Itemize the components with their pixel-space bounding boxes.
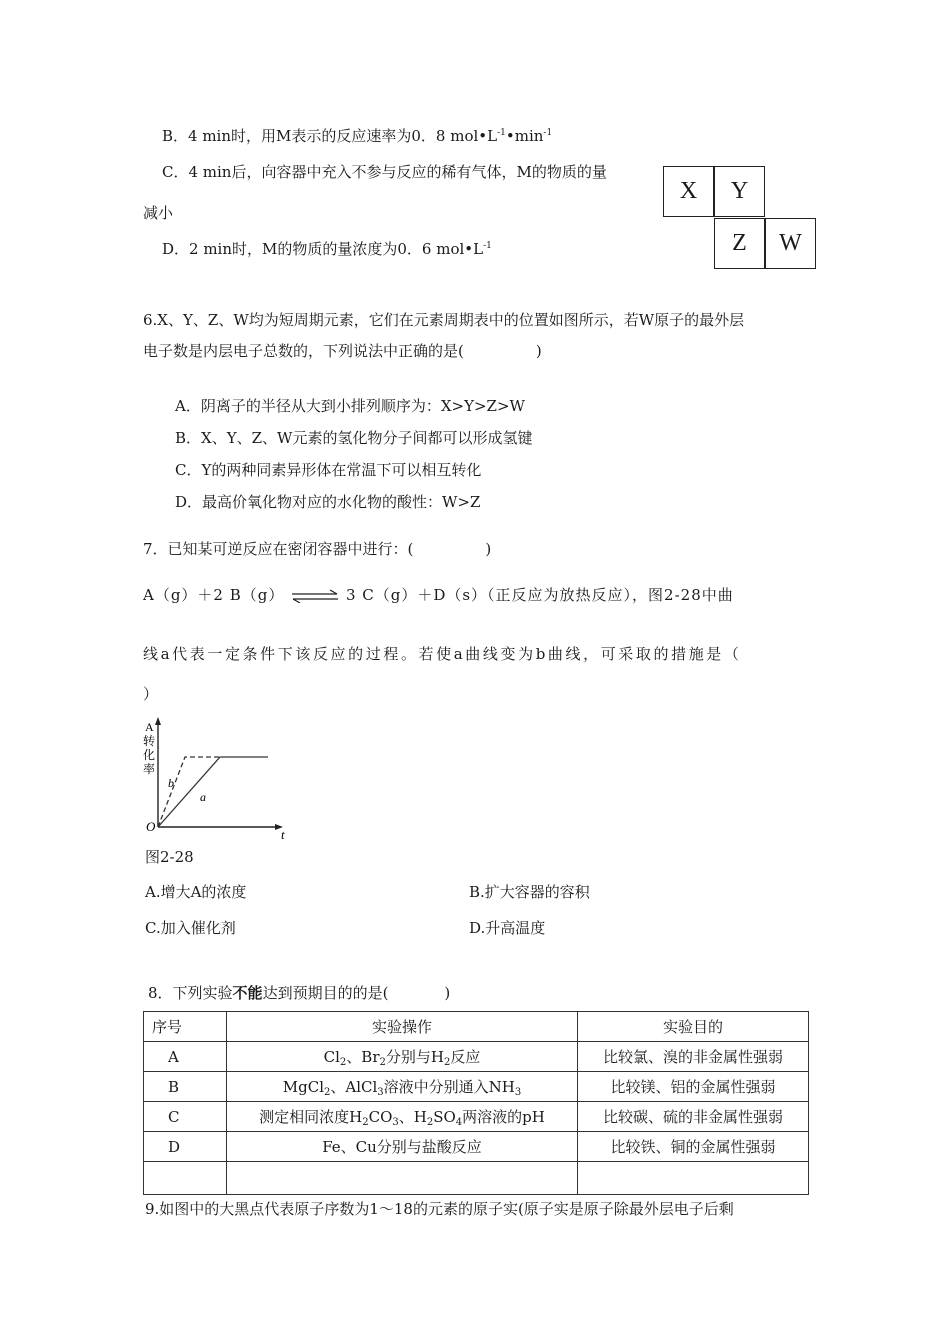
q6-stem-line2 — [143, 342, 542, 360]
table-row — [144, 1102, 809, 1132]
q7-option-d: D.升高温度 — [469, 919, 546, 937]
table-row — [144, 1072, 809, 1102]
q7-option-a: A.增大A的浓度 — [145, 883, 247, 901]
y-label-char-2: 转 — [143, 734, 156, 748]
row-operation: Fe、Cu分别与盐酸反应 — [227, 1132, 578, 1162]
equilibrium-arrow-icon — [290, 589, 340, 603]
figure-caption: 图2-28 — [145, 848, 194, 866]
q8-stem — [148, 984, 450, 1002]
y-axis-arrow-icon — [155, 717, 161, 725]
q7-stem-paren: ) — [485, 540, 492, 558]
q5-option-d — [162, 240, 492, 258]
row-operation: 测定相同浓度$H_2CO_3$、$H_2SO_4$两溶液的pH — [227, 1102, 578, 1132]
q5-option-c-line2: 减小 — [143, 204, 174, 222]
q5-option-b-text: B．4 min时，用M表示的反应速率为0．8 mol•L — [162, 127, 498, 145]
q6-stem-line1: 6.X、Y、Z、W均为短周期元素，它们在元素周期表中的位置如图所示，若W原子的最外层 — [143, 311, 745, 329]
header-goal: 实验目的 — [578, 1012, 809, 1042]
curve-a-label: a — [200, 790, 206, 804]
table-row — [144, 1132, 809, 1162]
curve-b-label: b — [168, 776, 174, 790]
table-row — [144, 1042, 809, 1072]
row-id: B — [144, 1072, 227, 1102]
q7-reaction-line — [143, 586, 734, 604]
q8-stem-bold: 不能 — [232, 984, 263, 1002]
curve-a — [158, 757, 268, 827]
q5-option-b — [162, 127, 552, 145]
q7-stem-text: 7．已知某可逆反应在密闭容器中进行：( — [143, 540, 414, 558]
row-goal: 比较镁、铝的金属性强弱 — [578, 1072, 809, 1102]
y-label-char-4: 率 — [143, 762, 156, 776]
q8-stem-pre: 8．下列实验 — [148, 984, 233, 1002]
q7-reaction-right: 3 C（g）＋D（s）（正反应为放热反应），图2-28中曲 — [345, 586, 734, 604]
q6-option-b: B．X、Y、Z、W元素的氢化物分子间都可以形成氢键 — [175, 429, 533, 447]
q5-option-b-sup1: -1 — [497, 128, 506, 138]
q5-option-c-line1: C．4 min后，向容器中充入不参与反应的稀有气体，M的物质的量 — [162, 163, 607, 181]
q6-stem-text: 电子数是内层电子总数的，下列说法中正确的是( — [143, 342, 464, 360]
cell-y: Y — [714, 166, 765, 217]
header-operation: 实验操作 — [227, 1012, 578, 1042]
q7-line3: ） — [143, 685, 159, 703]
table-header-row — [144, 1012, 809, 1042]
table-row-empty — [144, 1162, 809, 1195]
q7-option-b: B.扩大容器的容积 — [469, 883, 590, 901]
row-operation: MgCl$_2$、AlCl$_3$溶液中分别通入$NH_3$ — [227, 1072, 578, 1102]
q7-reaction-left: A（g）＋2 B（g） — [143, 586, 285, 604]
experiment-table — [143, 1011, 809, 1195]
row-goal: 比较铁、铜的金属性强弱 — [578, 1132, 809, 1162]
q5-option-d-sup: -1 — [483, 241, 492, 251]
q7-stem — [143, 540, 491, 558]
q5-option-b-mid: •min — [505, 127, 544, 145]
y-label-char-3: 化 — [143, 748, 156, 762]
q6-stem-paren: ) — [535, 342, 542, 360]
q6-option-d: D．最高价氧化物对应的水化物的酸性：W>Z — [175, 493, 481, 511]
q6-option-a: A．阴离子的半径从大到小排列顺序为：X>Y>Z>W — [175, 397, 525, 415]
y-label-char-1: A — [145, 720, 154, 734]
q9-stem: 9.如图中的大黑点代表原子序数为1～18的元素的原子实(原子实是原子除最外层电子后剩 — [145, 1200, 734, 1218]
row-goal: 比较碳、硫的非金属性强弱 — [578, 1102, 809, 1132]
cell-z: Z — [714, 218, 765, 269]
row-id: C — [144, 1102, 227, 1132]
q7-line2: 线a代表一定条件下该反应的过程。若使a曲线变为b曲线，可采取的措施是（ — [143, 645, 742, 663]
row-id: D — [144, 1132, 227, 1162]
cell-x: X — [663, 166, 714, 217]
q8-stem-paren: ) — [444, 984, 451, 1002]
x-label: t — [281, 827, 285, 840]
row-operation: $Cl_2$、$Br_2$分别与$H_2$反应 — [227, 1042, 578, 1072]
q5-option-b-sup2: -1 — [543, 128, 553, 138]
cell-w: W — [765, 218, 816, 269]
row-id: A — [144, 1042, 227, 1072]
q6-option-c: C．Y的两种同素异形体在常温下可以相互转化 — [175, 461, 482, 479]
header-id: 序号 — [144, 1012, 227, 1042]
origin-label: O — [146, 819, 156, 834]
row-goal: 比较氯、溴的非金属性强弱 — [578, 1042, 809, 1072]
q7-option-c: C.加入催化剂 — [145, 919, 236, 937]
q8-stem-post: 达到预期目的的是( — [262, 984, 389, 1002]
q5-option-d-text: D．2 min时，M的物质的量浓度为0．6 mol•L — [162, 240, 484, 258]
conversion-graph — [140, 715, 300, 840]
